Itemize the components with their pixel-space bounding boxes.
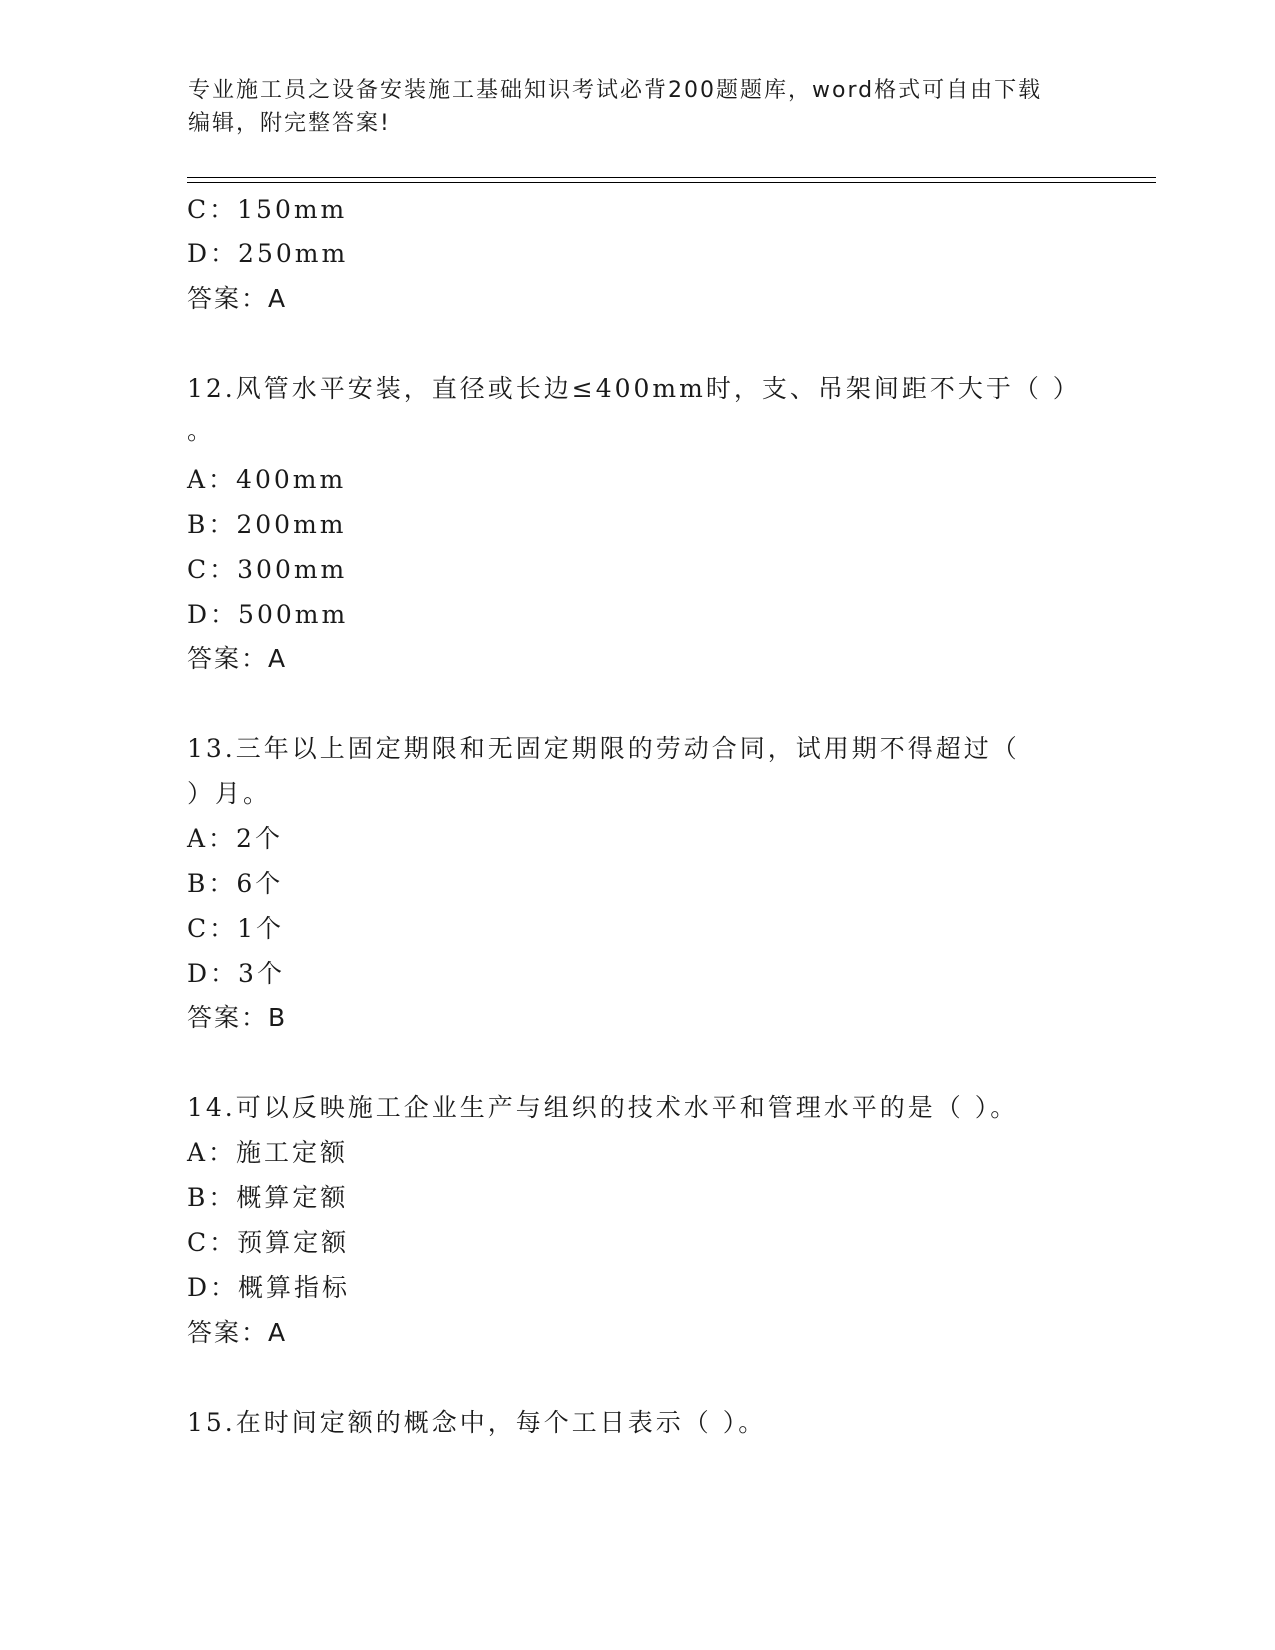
document-header xyxy=(188,74,1088,140)
question-14-option-b: B：概算定额 xyxy=(187,1183,349,1212)
question-13-stem-line-2: ）月。 xyxy=(187,779,272,808)
question-13-option-c: C：1个 xyxy=(187,914,285,943)
question-12-option-d: D：500mm xyxy=(187,600,349,629)
question-12-option-b: B：200mm xyxy=(187,510,347,539)
question-13-option-d: D：3个 xyxy=(187,959,285,988)
question-13-option-b: B：6个 xyxy=(187,869,284,898)
question-12-stem-line-1: 12.风管水平安装，直径或长边≤400mm时，支、吊架间距不大于（ ） xyxy=(187,374,1081,403)
question-14-option-c: C：预算定额 xyxy=(187,1228,350,1257)
header-divider-bottom xyxy=(187,182,1156,183)
question-14-stem-line-1: 14.可以反映施工企业生产与组织的技术水平和管理水平的是（ ）。 xyxy=(187,1093,1019,1122)
header-title-line-2: 编辑，附完整答案! xyxy=(188,111,391,136)
prev-question-option-c: C：150mm xyxy=(187,195,348,224)
question-14-option-a: A：施工定额 xyxy=(187,1138,349,1167)
question-12-answer: 答案：A xyxy=(187,644,288,673)
question-14-answer: 答案：A xyxy=(187,1318,288,1347)
prev-question-option-d: D：250mm xyxy=(187,239,349,268)
question-13-answer: 答案：B xyxy=(187,1003,288,1032)
question-12-stem-line-2: 。 xyxy=(187,416,216,445)
header-divider-top xyxy=(187,177,1156,178)
question-12-option-c: C：300mm xyxy=(187,555,348,584)
header-title-line-1: 专业施工员之设备安装施工基础知识考试必背200题题库，word格式可自由下载 xyxy=(188,78,1043,103)
question-13-stem-line-1: 13.三年以上固定期限和无固定期限的劳动合同，试用期不得超过（ xyxy=(187,734,1020,763)
question-14-option-d: D：概算指标 xyxy=(187,1273,351,1302)
question-15-stem-line-1: 15.在时间定额的概念中，每个工日表示（ ）。 xyxy=(187,1408,767,1437)
prev-question-answer: 答案：A xyxy=(187,284,288,313)
question-13-option-a: A：2个 xyxy=(187,824,283,853)
question-12-option-a: A：400mm xyxy=(187,465,347,494)
